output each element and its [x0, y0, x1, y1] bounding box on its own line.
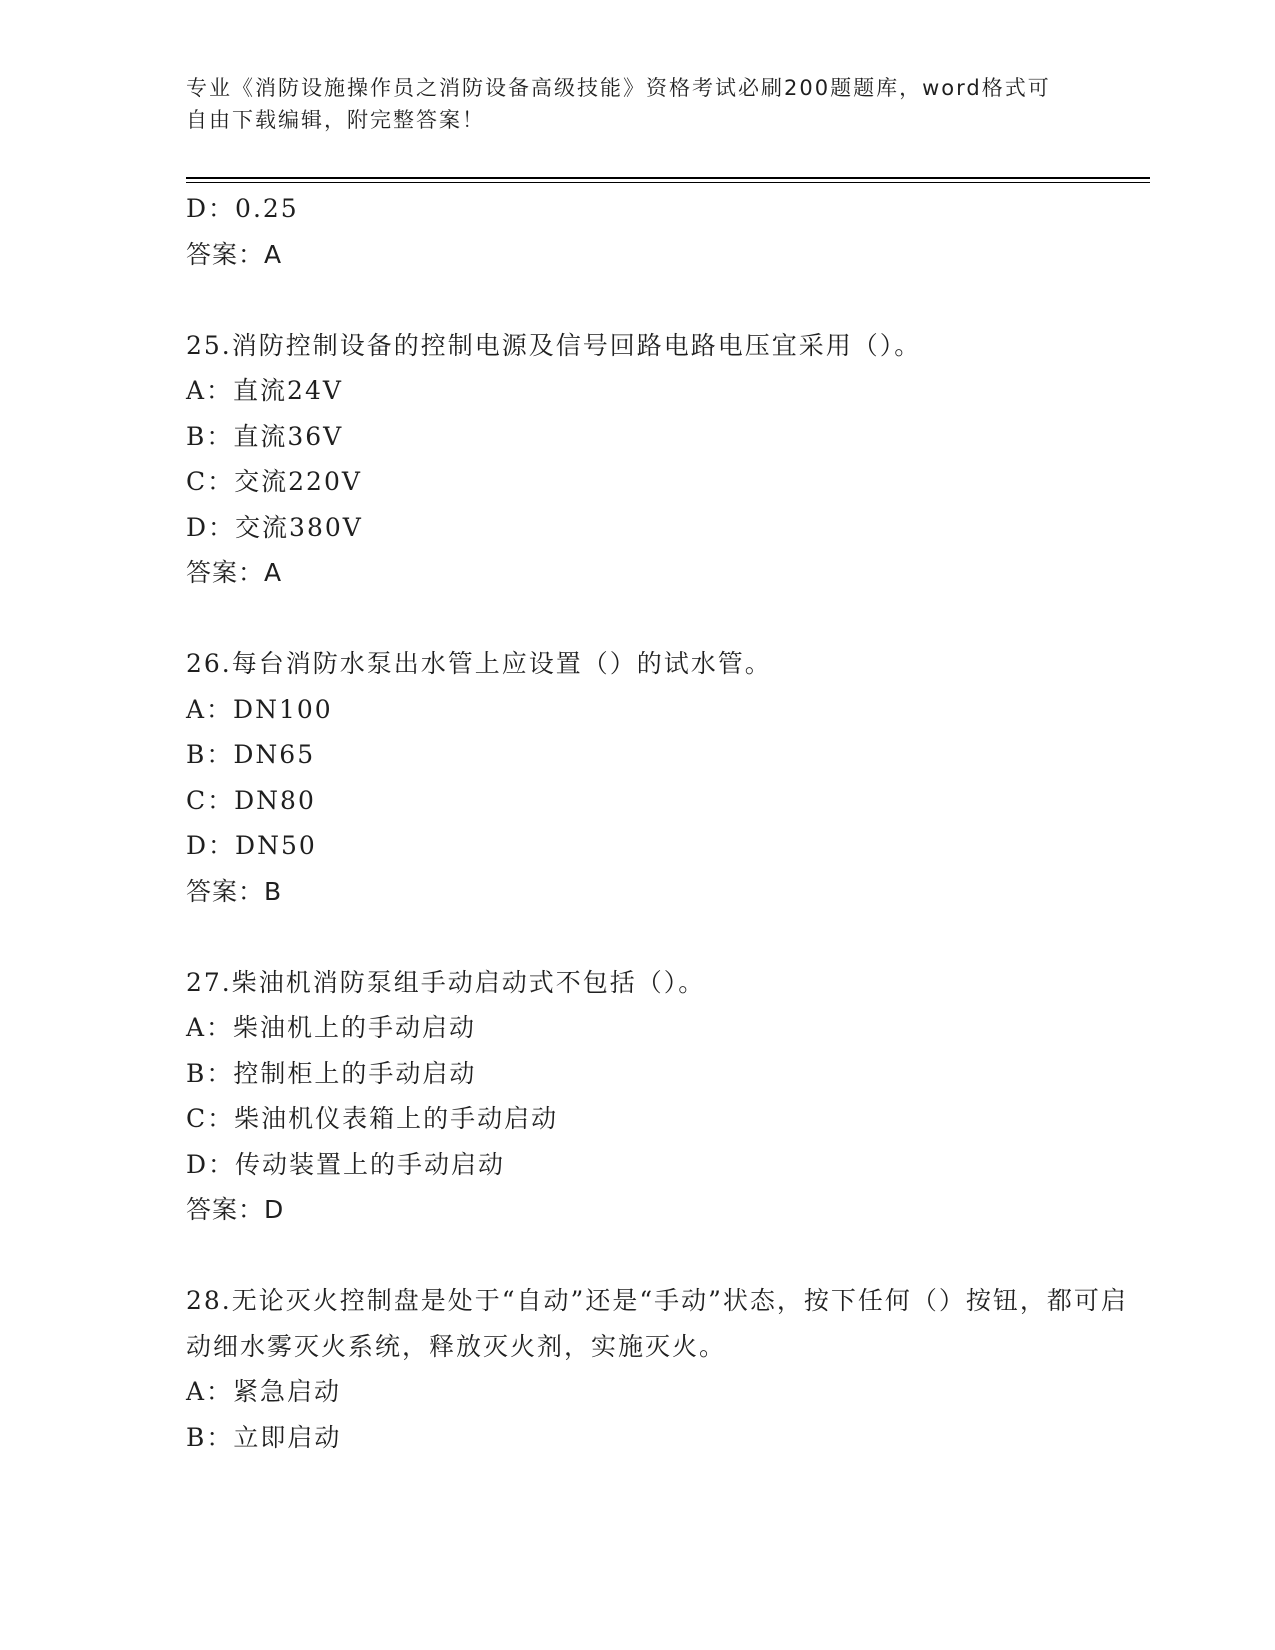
header-divider — [186, 177, 1150, 183]
option-d: D：0.25 — [186, 194, 299, 223]
option-a: A：柴油机上的手动启动 — [186, 1013, 477, 1042]
option-c: C：交流220V — [186, 467, 362, 496]
option-a: A：紧急启动 — [186, 1377, 342, 1406]
option-c: C：柴油机仪表箱上的手动启动 — [186, 1104, 559, 1133]
option-c: C：DN80 — [186, 785, 316, 815]
option-d: D：DN50 — [186, 831, 317, 860]
question-stem: 27.柴油机消防泵组手动启动式不包括（）。 — [186, 967, 706, 997]
answer: 答案：A — [186, 239, 283, 269]
option-d: D：传动装置上的手动启动 — [186, 1149, 506, 1179]
spacer — [186, 914, 1150, 960]
spacer — [186, 1233, 1150, 1279]
answer: 答案：D — [186, 1195, 285, 1224]
answer: 答案：B — [186, 876, 283, 906]
spacer — [186, 277, 1150, 323]
question-28 — [186, 1278, 1150, 1460]
option-d: D：交流380V — [186, 512, 363, 542]
spacer — [186, 596, 1150, 642]
option-b: B：直流36V — [186, 421, 344, 451]
answer: 答案：A — [186, 558, 283, 587]
question-26 — [186, 641, 1150, 914]
question-stem: 26.每台消防水泵出水管上应设置（）的试水管。 — [186, 649, 772, 678]
question-stem: 25.消防控制设备的控制电源及信号回路电路电压宜采用（）。 — [186, 330, 922, 360]
page-header: 专业《消防设施操作员之消防设备高级技能》资格考试必刷200题题库，word格式可自由下载编辑，附完整答案！ — [186, 76, 1051, 132]
option-b: B：立即启动 — [186, 1422, 342, 1452]
question-stem: 28.无论灭火控制盘是处于“自动”还是“手动”状态，按下任何（）按钮，都可启动细水雾灭火系统，释放灭火剂，实施灭火。 — [186, 1286, 1128, 1361]
option-a: A：直流24V — [186, 376, 343, 405]
document-body — [186, 186, 1150, 1460]
question-25 — [186, 323, 1150, 596]
option-b: B：控制柜上的手动启动 — [186, 1058, 477, 1088]
option-a: A：DN100 — [186, 694, 333, 724]
option-b: B：DN65 — [186, 740, 316, 769]
question-27 — [186, 960, 1150, 1233]
